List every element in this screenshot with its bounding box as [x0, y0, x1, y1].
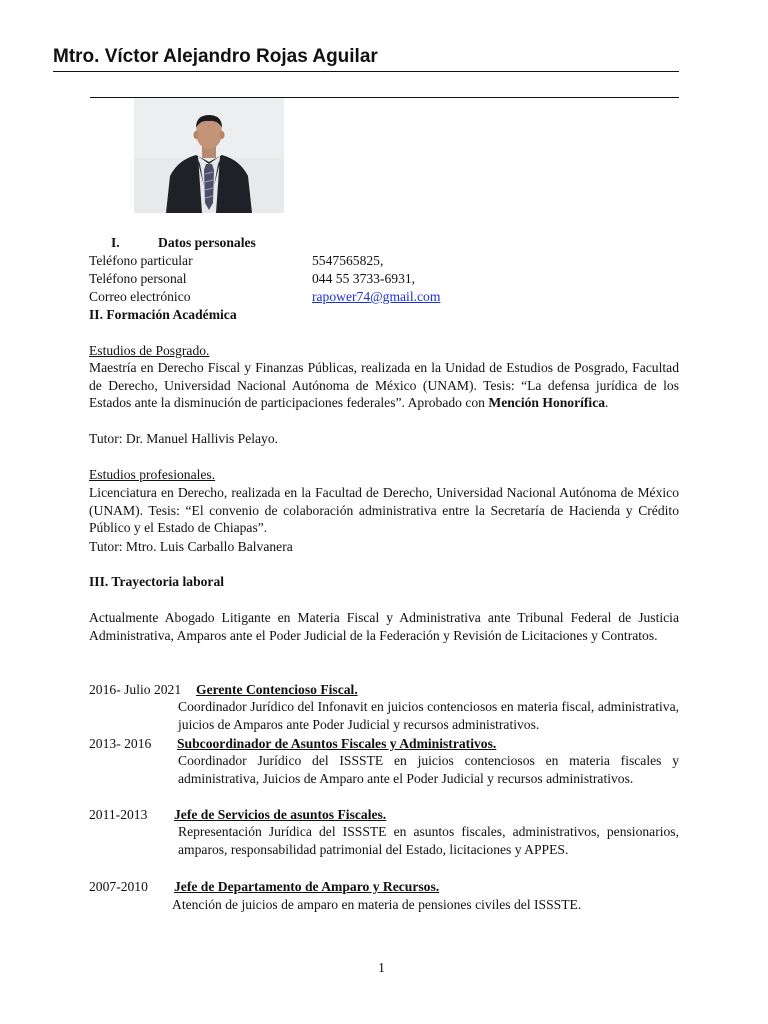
profesionales-paragraph — [89, 484, 679, 537]
header-rule — [53, 71, 679, 72]
job-description: Atención de juicios de amparo en materia de pensiones civiles del ISSSTE. — [172, 897, 582, 912]
section1-number: I. — [111, 235, 120, 250]
job-period: 2016- Julio 2021 — [89, 682, 182, 697]
email-link[interactable]: rapower74@gmail.com — [312, 289, 441, 304]
trayectoria-intro-text: Actualmente Abogado Litigante en Materia Fiscal y Administrativa ante Tribunal Federal de Justicia Administrativa, Amparos ante el Poder Judicial de la Federación y Revisión de Licitaciones y Contratos. — [89, 610, 679, 643]
profesionales-tutor: Tutor: Mtro. Luis Carballo Balvanera — [89, 539, 293, 554]
job-description: Coordinador Jurídico del ISSSTE en juicios contenciosos en materia fiscales y administrativa, Juicios de Amparo ante el Poder Judicial y recursos administrativos. — [178, 753, 679, 786]
posgrado-end: . — [605, 395, 609, 411]
profesionales-heading: Estudios profesionales. — [89, 467, 216, 482]
job-description: Representación Jurídica del ISSSTE en asuntos fiscales, administrativos, pensionarios, amparos, responsabilidad patrimonial del Estado, licitaciones y APPES. — [178, 824, 679, 857]
posgrado-honor: Mención Honorífica — [488, 395, 606, 411]
posgrado-tutor: Tutor: Dr. Manuel Hallivis Pelayo. — [89, 431, 279, 446]
section3-title: III. Trayectoria laboral — [89, 574, 225, 589]
profesionales-text: Licenciatura en Derecho, realizada en la Facultad de Derecho, Universidad Nacional Autónoma de México (UNAM). Tesis: “El convenio de colaboración administrativa entre la Secretaría de Hacienda y Crédito Público y el Estado de Chiapas”. — [89, 485, 679, 536]
phone-home-value: 5547565825, — [312, 253, 384, 268]
portrait-image — [134, 98, 284, 213]
job-period: 2013- 2016 — [89, 736, 152, 751]
posgrado-heading: Estudios de Posgrado. — [89, 343, 210, 358]
job-title: Jefe de Servicios de asuntos Fiscales. — [174, 807, 387, 822]
section1-title: Datos personales — [158, 235, 256, 250]
job-title: Jefe de Departamento de Amparo y Recursos. — [174, 879, 440, 894]
job-title: Subcoordinador de Asuntos Fiscales y Administrativos. — [177, 736, 497, 751]
section2-title: II. Formación Académica — [89, 307, 237, 322]
email-label: Correo electrónico — [89, 289, 191, 304]
profile-photo — [134, 98, 284, 213]
phone-personal-value: 044 55 3733-6931, — [312, 271, 416, 286]
posgrado-paragraph — [89, 359, 679, 412]
job-description: Coordinador Jurídico del Infonavit en juicios contenciosos en materia fiscal, administrativa, juicios de Amparos ante Poder Judicial y recursos administrativos. — [178, 699, 679, 732]
posgrado-text: Maestría en Derecho Fiscal y Finanzas Públicas, realizada en la Unidad de Estudios de Posgrado, Facultad de Derecho, Universidad Nacional Autónoma de México (UNAM). Tesis: “La defensa jurídica de los Estados ante la disminución de participaciones federales”. Aprobado con — [89, 360, 679, 411]
job-title: Gerente Contencioso Fiscal. — [196, 682, 358, 697]
phone-home-label: Teléfono particular — [89, 253, 193, 268]
page-number: 1 — [378, 961, 385, 976]
trayectoria-intro — [89, 609, 679, 644]
cv-name-heading: Mtro. Víctor Alejandro Rojas Aguilar — [53, 46, 378, 67]
job-period: 2011-2013 — [89, 807, 148, 822]
job-period: 2007-2010 — [89, 879, 148, 894]
phone-personal-label: Teléfono personal — [89, 271, 187, 286]
